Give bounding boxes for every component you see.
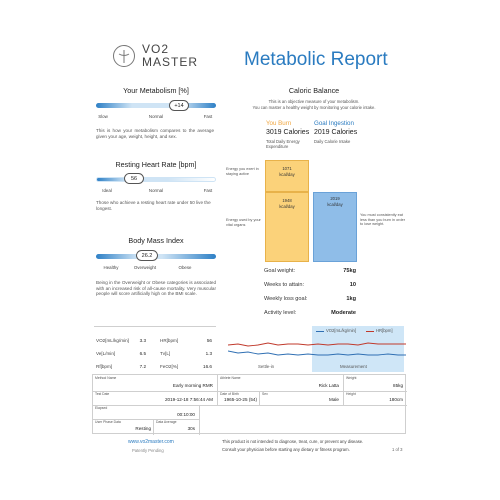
stat-ve-label: Ve[L/min] <box>96 351 116 356</box>
stat-tv-value: 1.3 <box>205 351 212 356</box>
stat-feo2-value: 16.6 <box>203 364 212 369</box>
burn-bar-organs-unit: kcal/day <box>279 204 295 209</box>
dob-value: 1965-10-25 (54) <box>224 397 257 402</box>
metabolism-description: This is how your metabolism compares to the average given your age, weight, height, and sex. <box>96 128 214 139</box>
stat-feo2-label: FeO2[%] <box>160 364 179 369</box>
stats-top-rule <box>94 326 216 327</box>
elapsed-value: 00:10:00 <box>177 412 195 417</box>
phase-label: User Phase Data <box>95 420 121 424</box>
heart-rate-title: Resting Heart Rate [bpm] <box>115 160 197 169</box>
test-date-label: Test Date <box>95 392 110 396</box>
ingest-description: Daily Calorie Intake <box>314 139 351 144</box>
athlete-value: Rick Latta <box>318 383 339 388</box>
goal-row-activity <box>264 310 356 324</box>
method-label: Method Name <box>95 376 117 380</box>
metabolism-tick-fast: Fast <box>203 114 213 119</box>
logo-icon <box>112 44 136 68</box>
goal-loss-value: 1kg <box>346 296 356 302</box>
metabolism-value-bubble: +14 <box>169 100 189 111</box>
phase-value: Resting <box>135 426 151 431</box>
goal-activity-value: Moderate <box>331 310 356 316</box>
stat-tv-label: Tv[L] <box>160 351 171 356</box>
label-measurement: Measurement <box>340 364 367 369</box>
logo <box>112 42 202 72</box>
avg-label: Data Average <box>156 420 177 424</box>
athlete-label: Athlete Name <box>220 376 241 380</box>
goal-bar-value: 2019 <box>330 196 340 201</box>
heart-rate-scale <box>96 171 216 193</box>
caloric-subtitle-2: You can master a healthy weight by monitoring your calorie intake. <box>252 105 376 110</box>
legend-vo2-label: VO2[mL/kg/min] <box>326 328 357 333</box>
metabolism-scale <box>96 97 216 119</box>
footer-disclaimer-2: Consult your physician before starting any dietary or fitness program. <box>222 447 350 452</box>
stats-row <box>96 347 214 360</box>
caloric-title: Caloric Balance <box>288 86 340 95</box>
goal-row-weeks <box>264 282 356 296</box>
heart-rate-value-bubble: 56 <box>124 173 144 184</box>
info-table <box>92 374 406 434</box>
ingest-value: 2019 Calories <box>314 129 358 136</box>
bmi-scale <box>96 247 216 271</box>
legend-hr-label: HR[bpm] <box>376 328 393 333</box>
goal-weeks-value: 10 <box>349 282 356 288</box>
goal-loss-label: Weekly loss goal: <box>264 296 308 302</box>
note-deficit: You must consistently eat less than you burn in order to lose weight. <box>360 213 405 227</box>
note-active: Energy you exert in staying active <box>226 167 259 176</box>
stats-row <box>96 360 214 373</box>
goal-weight-value: 75kg <box>343 268 356 274</box>
goal-row-weight <box>264 268 356 282</box>
stat-vo2-label: VO2[mL/kg/min] <box>96 338 129 343</box>
stat-hr-value: 56 <box>206 338 212 343</box>
label-settle-in: Settle-in <box>258 364 275 369</box>
stat-rf-value: 7.2 <box>139 364 146 369</box>
heart-rate-description: Those who achieve a resting heart rate under 50 live the longest. <box>96 200 211 211</box>
legend-hr-swatch <box>366 331 374 332</box>
weight-label: Weight <box>346 376 357 380</box>
logo-text-master: MASTER <box>142 55 199 69</box>
goal-weeks-label: Weeks to attain: <box>264 282 305 288</box>
method-value: Early morning RMR <box>172 383 213 388</box>
trace-chart <box>228 326 406 372</box>
stat-rf-label: Rf[bpm] <box>96 364 113 369</box>
heart-rate-tick-normal: Normal <box>148 188 164 193</box>
burn-heading: You Burn <box>266 120 292 127</box>
stats-row <box>96 334 214 347</box>
goal-row-loss <box>264 296 356 310</box>
bmi-tick-obese: Obese <box>178 265 192 270</box>
logo-text-vo2: VO2 <box>142 42 170 56</box>
height-value: 180cm <box>389 397 403 402</box>
sex-value: Male <box>329 397 339 402</box>
goals-list <box>264 268 356 324</box>
height-label: Height <box>346 392 356 396</box>
dob-label: Date of Birth <box>220 392 239 396</box>
burn-bar-organs-value: 1948 <box>282 198 292 203</box>
vo2-line <box>228 351 406 355</box>
bmi-tick-overweight: Overweight <box>133 265 157 270</box>
metabolism-title: Your Metabolism [%] <box>123 86 189 95</box>
footer-disclaimer-1: This product is not intended to diagnose, treat, cure, or prevent any disease. <box>222 439 364 444</box>
stats-grid <box>96 334 214 373</box>
note-organs: Energy used by your vital organs <box>226 218 261 227</box>
burn-value: 3019 Calories <box>266 129 310 136</box>
heart-rate-tick-ideal: Ideal <box>102 188 112 193</box>
caloric-subtitle-1: This is an objective measure of your metabolism. <box>268 99 360 104</box>
footer-url[interactable]: www.vo2master.com <box>128 439 174 445</box>
stat-vo2-value: 3.3 <box>139 338 146 343</box>
burn-bar-active-value: 1071 <box>282 166 292 171</box>
burn-description: Total Daily Energy Expenditure <box>266 139 300 150</box>
test-date-value: 2019-12-18 7:56:44 AM <box>164 397 213 402</box>
goal-weight-label: Goal weight: <box>264 268 296 274</box>
bmi-description: Being in the Overweight or Obese categories is associated with an increased risk of all-cause mortality. Very muscular people will score artificially high on the BMI scale. <box>96 280 216 297</box>
goal-activity-label: Activity level: <box>264 310 297 316</box>
goal-bar-unit: kcal/day <box>327 202 343 207</box>
metabolism-tick-slow: Slow <box>98 114 108 119</box>
hr-line <box>228 343 406 346</box>
elapsed-label: Elapsed <box>95 406 108 410</box>
stat-hr-label: HR[bpm] <box>160 338 179 343</box>
weight-value: 85kg <box>393 383 403 388</box>
footer-patent: Patently Pending <box>132 448 164 453</box>
burn-bar-active-unit: kcal/day <box>279 172 295 177</box>
metabolism-track <box>96 103 216 108</box>
heart-rate-track <box>96 177 216 182</box>
footer-page-number: 1 of 3 <box>392 447 403 452</box>
sex-label: Sex <box>262 392 268 396</box>
stat-ve-value: 6.5 <box>139 351 146 356</box>
heart-rate-tick-fast: Fast <box>203 188 213 193</box>
bmi-tick-healthy: Healthy <box>103 265 119 270</box>
ingest-heading: Goal Ingestion <box>314 120 354 127</box>
page-title: Metabolic Report <box>244 49 388 70</box>
legend-vo2-swatch <box>316 331 324 332</box>
metabolism-tick-normal: Normal <box>148 114 164 119</box>
bmi-value-bubble: 26.2 <box>136 250 158 261</box>
avg-value: 30s <box>187 426 195 431</box>
bmi-title: Body Mass Index <box>128 236 184 245</box>
